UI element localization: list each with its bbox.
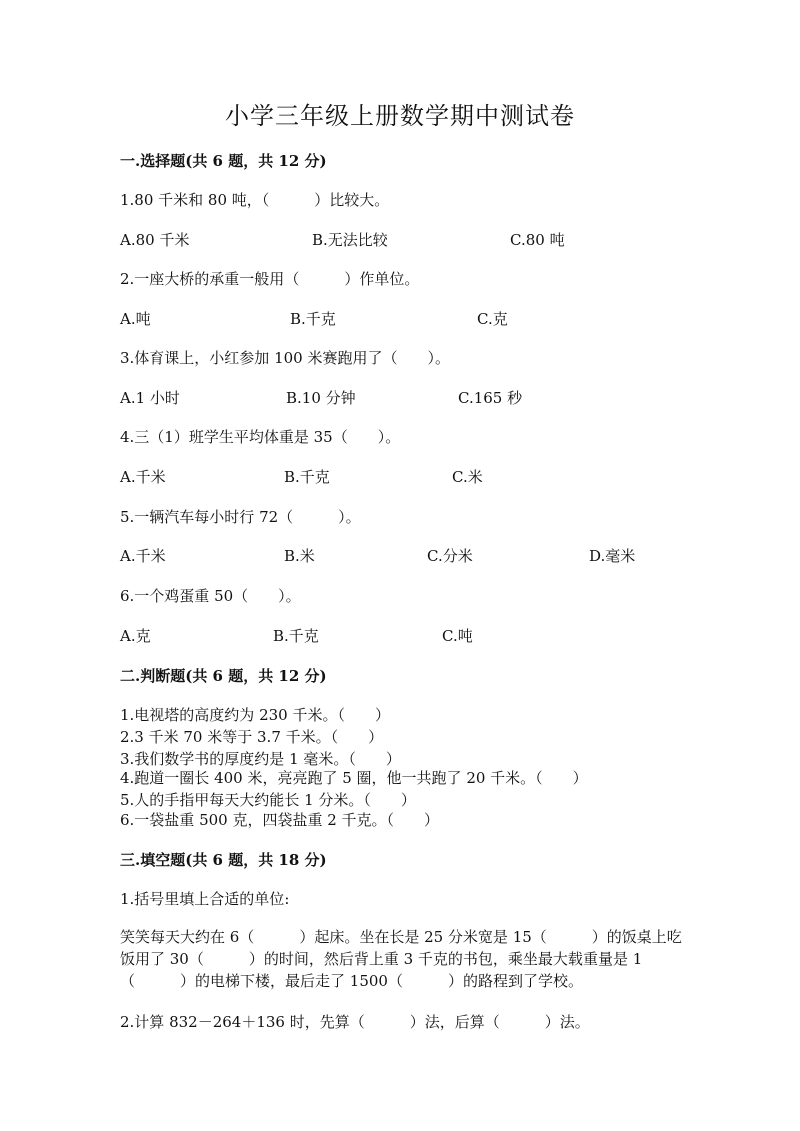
question-text: 6.一个鸡蛋重 50（ ）。 [120,587,301,605]
question-text: 3.体育课上，小红参加 100 米赛跑用了（ ）。 [120,349,450,367]
question-text: 2.计算 832－264＋136 时，先算（ ）法，后算（ ）法。 [120,1013,590,1031]
option-c: C.165 秒 [458,389,523,407]
option-c: C.米 [452,468,483,486]
option-b: B.千克 [273,627,319,645]
option-c: C.吨 [442,627,473,645]
option-b: B.10 分钟 [286,389,356,407]
option-a: A.克 [120,627,151,645]
option-a: A.千米 [120,547,166,565]
question-text: 5.一辆汽车每小时行 72（ ）。 [120,508,361,526]
section-heading-judgement: 二.判断题(共 6 题，共 12 分) [120,667,327,685]
question-text: 4.三（1）班学生平均体重是 35（ ）。 [120,428,401,446]
option-a: A.千米 [120,468,166,486]
question-text: 2.一座大桥的承重一般用（ ）作单位。 [120,270,420,288]
judgement-item: 2.3 千米 70 米等于 3.7 千米。（ ） [120,728,384,746]
option-c: C.80 吨 [510,231,565,249]
page-title: 小学三年级上册数学期中测试卷 [225,102,575,130]
fill-blank-paragraph: 笑笑每天大约在 6（ ）起床。坐在长是 25 分米宽是 15（ ）的饭桌上吃饭用了 30（ ）的时间，然后背上重 3 千克的书包，乘坐最大载重量是 1（ ）的电梯下楼，最后走了 1500（ ）的路程到了学校。 [120,928,682,990]
option-a: A.80 千米 [120,231,190,249]
judgement-item: 5.人的手指甲每天大约能长 1 分米。（ ） [120,791,416,809]
option-c: C.克 [477,310,508,328]
option-a: A.1 小时 [120,389,180,407]
option-b: B.无法比较 [312,231,388,249]
judgement-item: 4.跑道一圈长 400 米，亮亮跑了 5 圈，他一共跑了 20 千米。（ ） [120,769,588,787]
judgement-item: 3.我们数学书的厚度约是 1 毫米。（ ） [120,750,401,768]
option-b: B.千克 [290,310,336,328]
option-c: C.分米 [427,547,473,565]
judgement-item: 6.一袋盐重 500 克，四袋盐重 2 千克。（ ） [120,811,440,829]
option-b: B.米 [284,547,315,565]
judgement-item: 1.电视塔的高度约为 230 千米。（ ） [120,706,390,724]
option-b: B.千克 [284,468,330,486]
option-a: A.吨 [120,310,151,328]
section-heading-fill-blank: 三.填空题(共 6 题，共 18 分) [120,851,327,869]
option-d: D.毫米 [589,547,636,565]
question-text: 1.括号里填上合适的单位: [120,890,290,908]
question-text: 1.80 千米和 80 吨，（ ）比较大。 [120,191,390,209]
section-heading-choice: 一.选择题(共 6 题，共 12 分) [120,152,327,170]
